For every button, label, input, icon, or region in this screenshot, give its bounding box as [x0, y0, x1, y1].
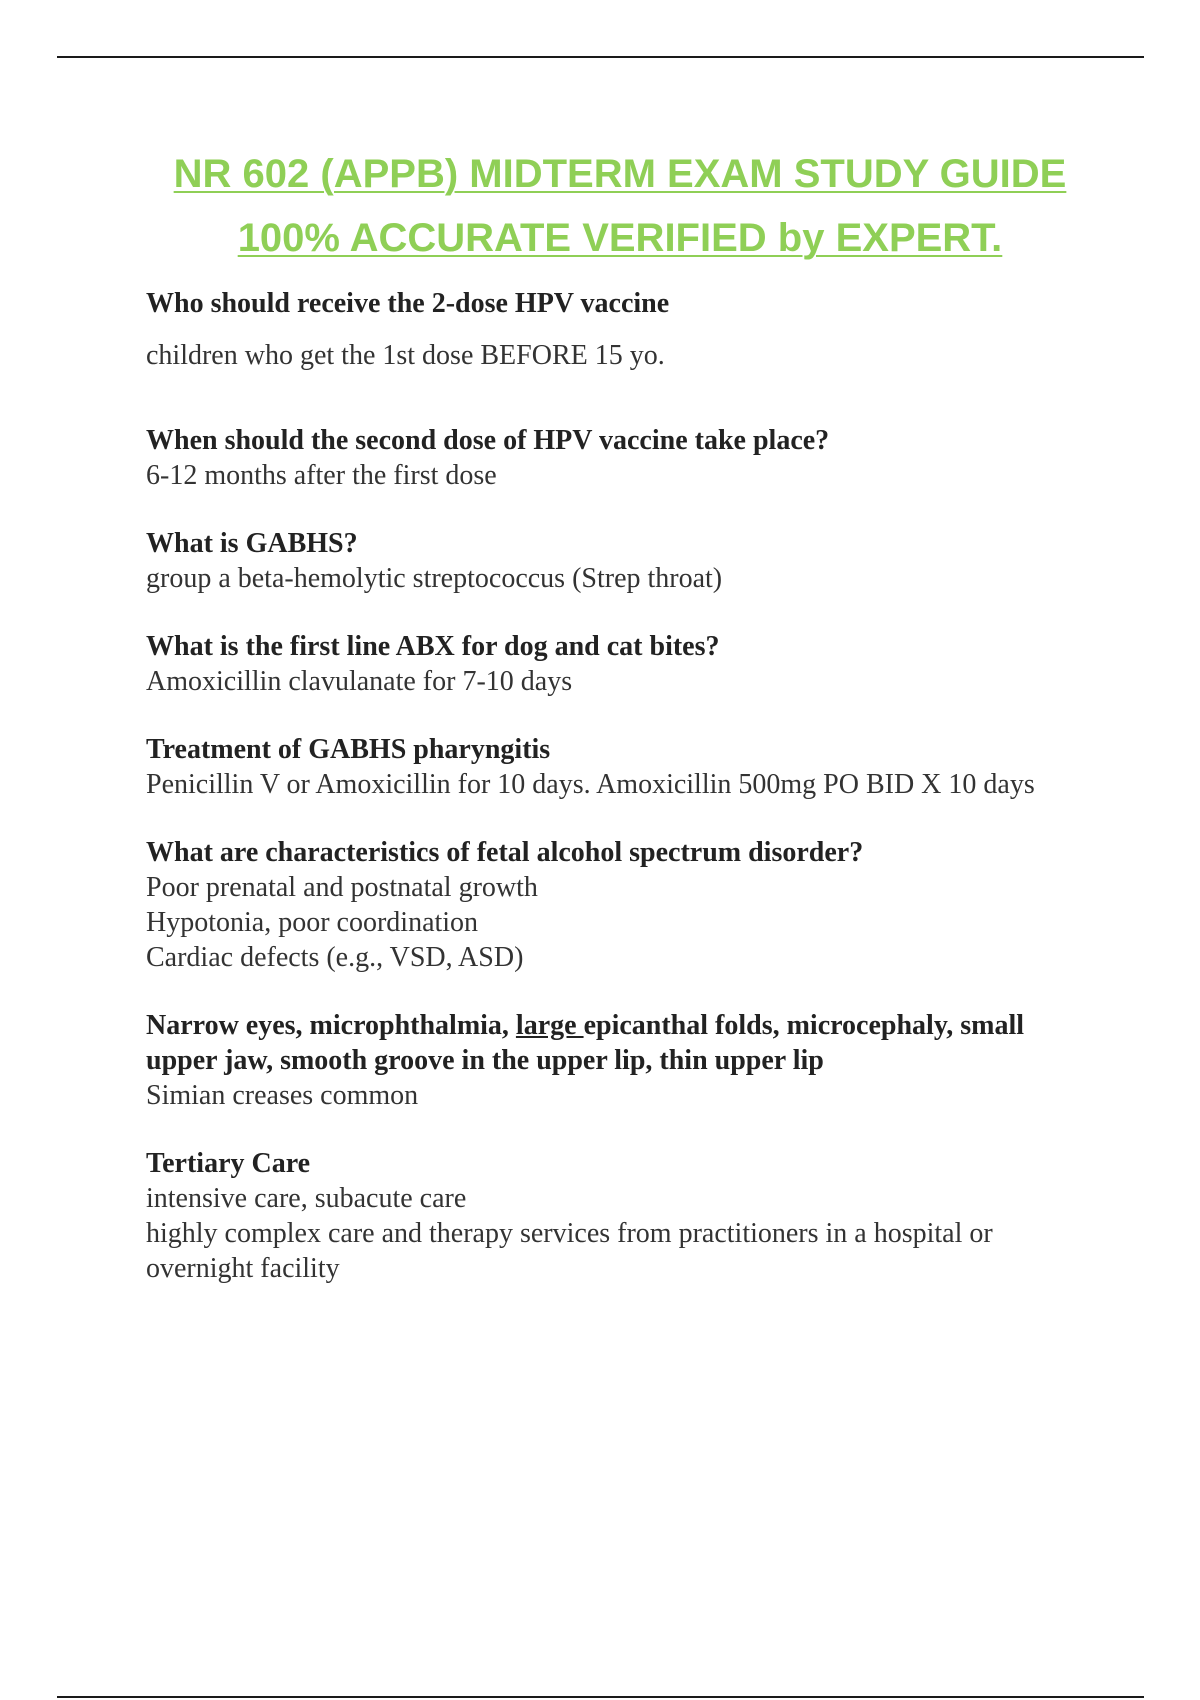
- question: When should the second dose of HPV vaccine take place?: [146, 425, 830, 456]
- question: Who should receive the 2-dose HPV vaccine: [146, 288, 670, 319]
- qa-item: [146, 629, 1076, 699]
- answer: Simian creases common: [146, 1080, 419, 1111]
- bottom-rule: [57, 1696, 1144, 1698]
- answer-line: Hypotonia, poor coordination: [146, 907, 479, 938]
- question: Narrow eyes, microphthalmia, large epicanthal folds, microcephaly, small upper jaw, smooth groove in the upper lip, thin upper lip: [146, 1010, 1025, 1076]
- question: What is the first line ABX for dog and cat bites?: [146, 631, 720, 662]
- question: What are characteristics of fetal alcohol spectrum disorder?: [146, 837, 864, 868]
- qa-item: [146, 1146, 1076, 1286]
- top-rule: [57, 56, 1144, 58]
- answer-line: intensive care, subacute care: [146, 1183, 467, 1214]
- title-line-2: 100% ACCURATE VERIFIED by EXPERT.: [237, 216, 1003, 260]
- title-line-1: NR 602 (APPB) MIDTERM EXAM STUDY GUIDE: [173, 152, 1067, 196]
- question: Tertiary Care: [146, 1148, 311, 1179]
- question: Treatment of GABHS pharyngitis: [146, 734, 551, 765]
- qa-item: [146, 526, 1076, 596]
- qa-item: [146, 1008, 1076, 1113]
- answer: Penicillin V or Amoxicillin for 10 days. Amoxicillin 500mg PO BID X 10 days: [146, 769, 1035, 800]
- qa-item: [146, 286, 1076, 373]
- document-title: [0, 142, 1200, 270]
- qa-item: [146, 835, 1076, 975]
- answer: group a beta-hemolytic streptococcus (Strep throat): [146, 563, 723, 594]
- study-guide-content: [146, 286, 1076, 1286]
- answer-line: Poor prenatal and postnatal growth: [146, 872, 538, 903]
- qa-item: [146, 732, 1076, 802]
- underlined-word: large: [515, 1010, 584, 1041]
- answer-line: highly complex care and therapy services from practitioners in a hospital or overnight facility: [146, 1218, 993, 1284]
- question: What is GABHS?: [146, 528, 358, 559]
- answer: children who get the 1st dose BEFORE 15 yo.: [146, 340, 665, 371]
- answer: 6-12 months after the first dose: [146, 460, 497, 491]
- answer-line: Cardiac defects (e.g., VSD, ASD): [146, 942, 524, 973]
- qa-item: [146, 423, 1076, 493]
- answer: Amoxicillin clavulanate for 7-10 days: [146, 666, 573, 697]
